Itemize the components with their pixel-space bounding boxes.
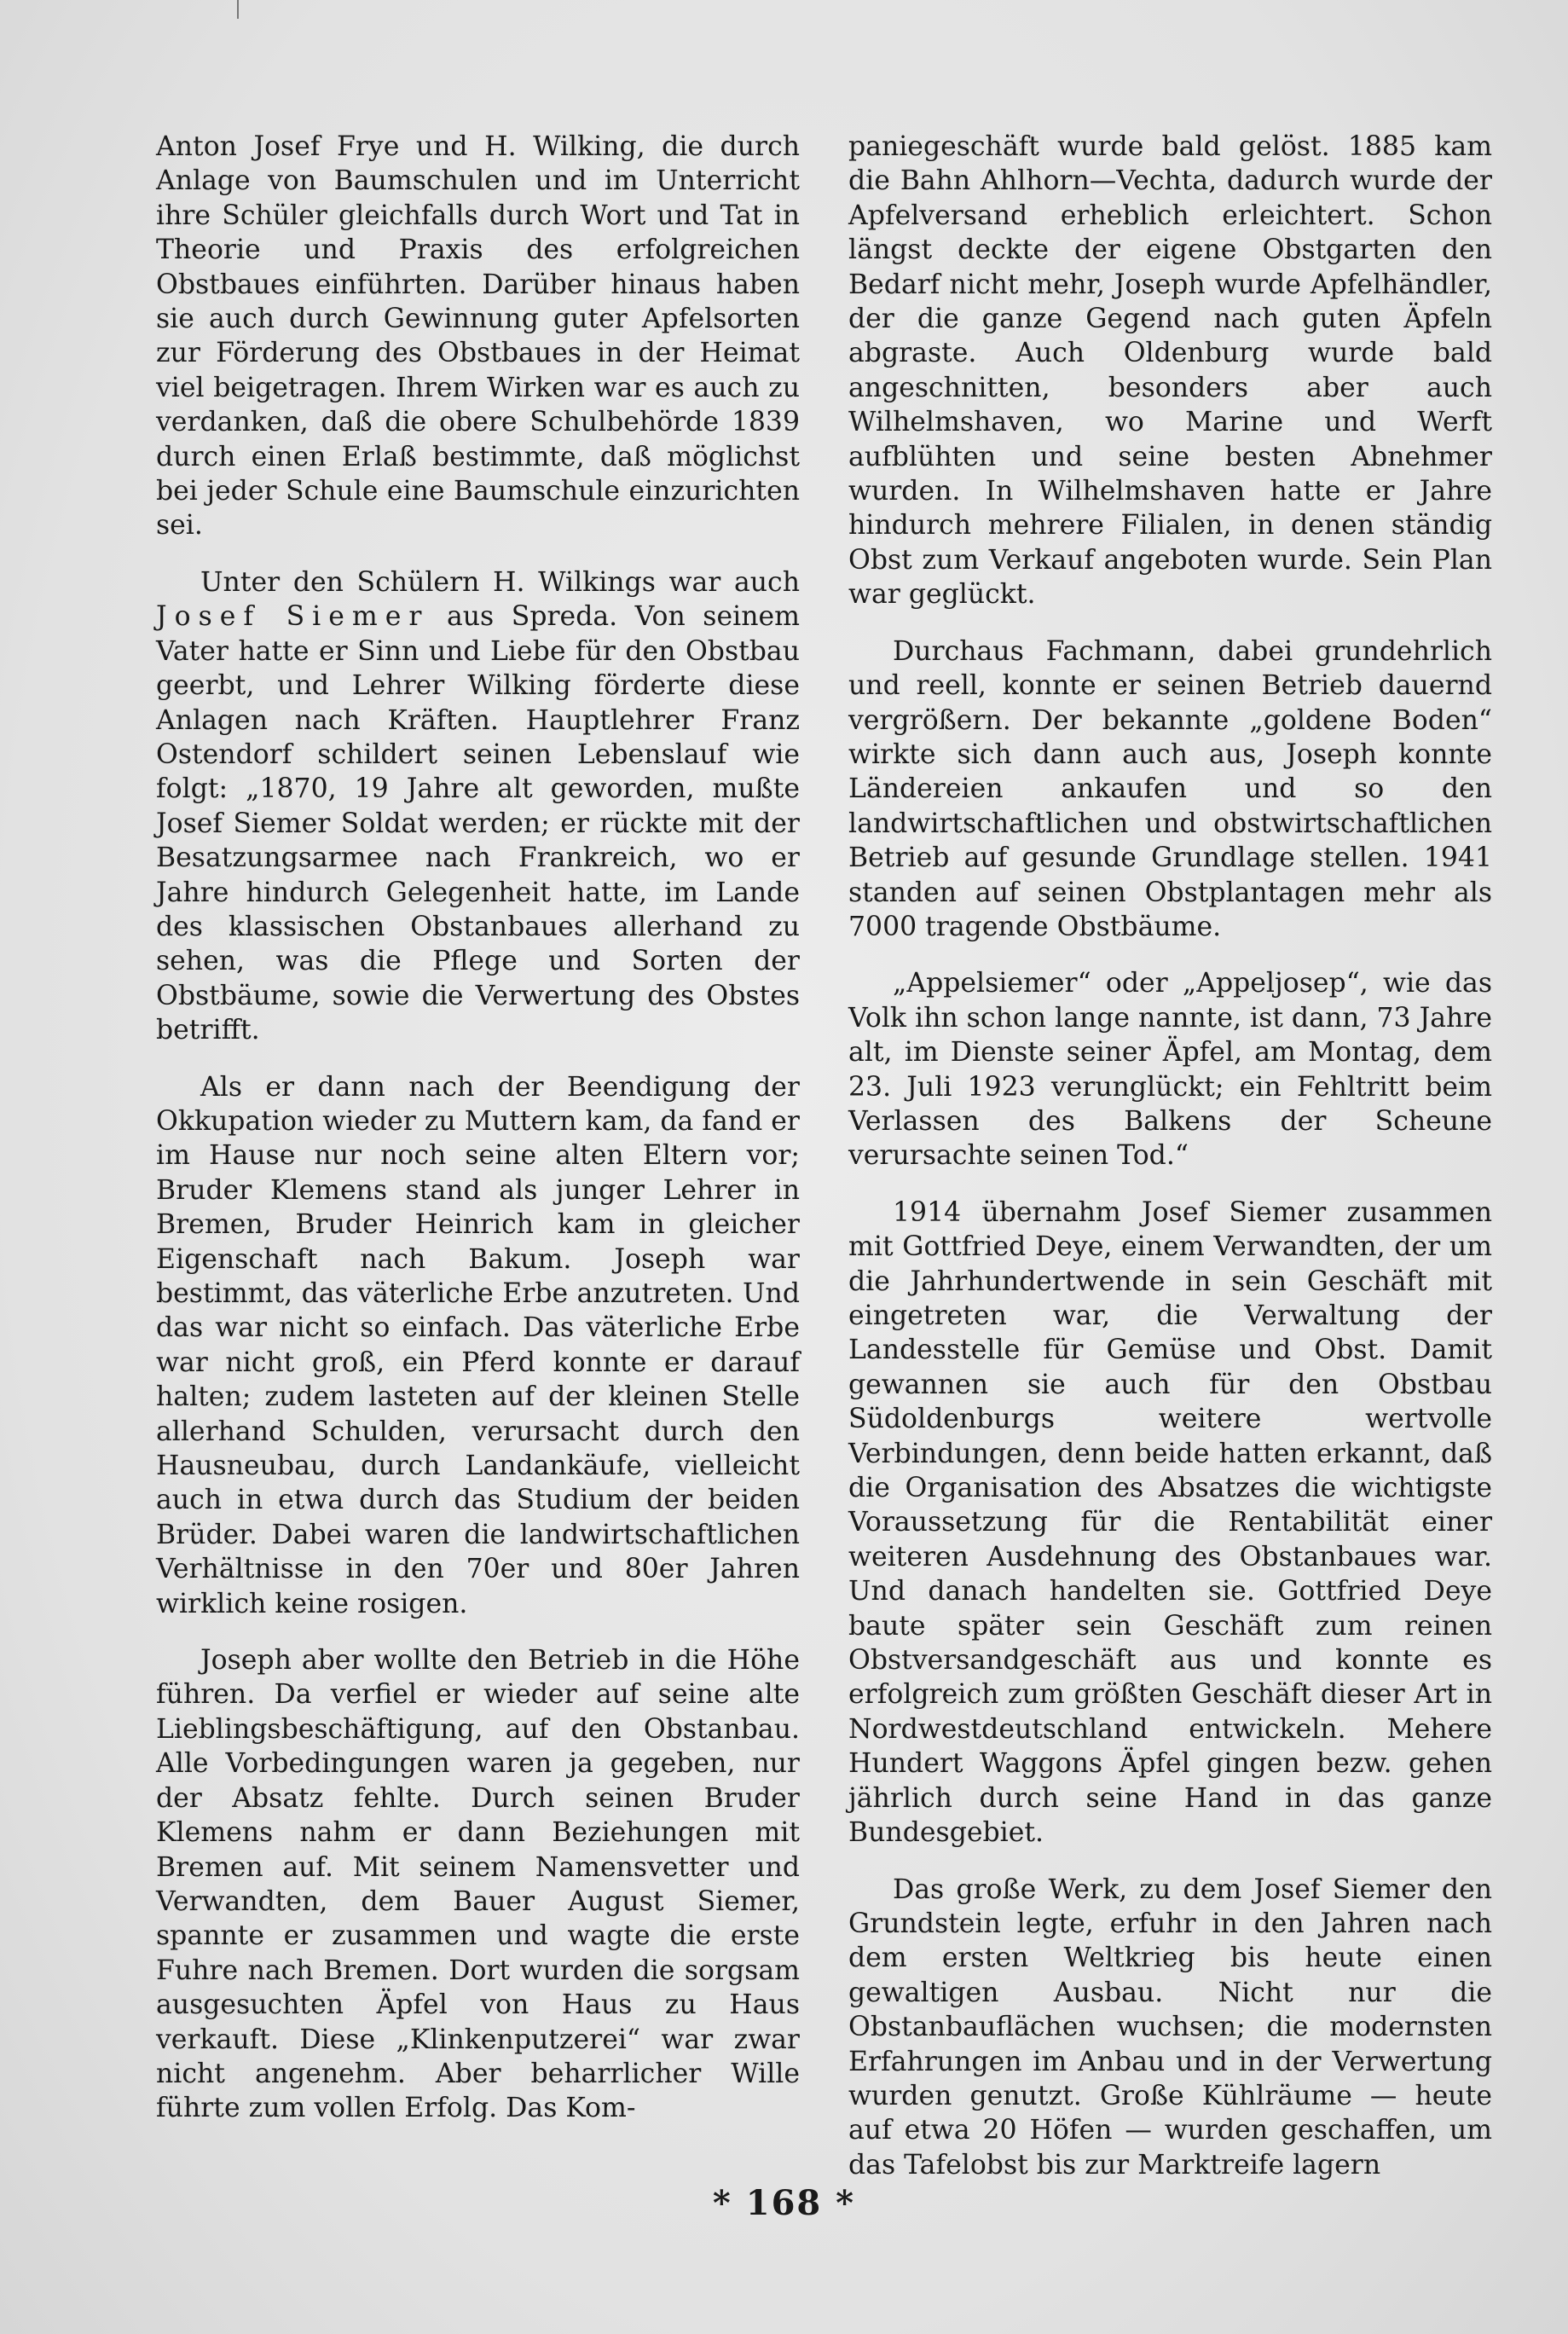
left-paragraph-4: Joseph aber wollte den Betrieb in die Höhe führen. Da verfiel er wieder auf seine alte Lieblingsbeschäftigung, auf den Obstanbau. Alle Vorbedingungen waren ja gegeben, nur der Absatz fehlte. Durch seinen Bruder Klemens nahm er dann Beziehungen mit Bremen auf. Mit seinem Namensvetter und Verwandten, dem Bauer August Siemer, spannte er zusammen und wagte die erste Fuhre nach Bremen. Dort wurden die sorgsam ausgesuchten Äpfel von Haus zu Haus verkauft. Diese „Klinkenputzerei“ war zwar nicht angenehm. Aber beharrlicher Wille führte zum vollen Erfolg. Das Kom-	[156, 1645, 800, 2124]
scan-mark	[237, 0, 239, 19]
right-paragraph-1: paniegeschäft wurde bald gelöst. 1885 kam die Bahn Ahlhorn—Vechta, dadurch wurde der Apfelversand erheblich erleichtert. Schon längst deckte der eigene Obstgarten den Bedarf nicht mehr, Joseph wurde Apfelhändler, der die ganze Gegend nach guten Äpfeln abgraste. Auch Oldenburg wurde bald angeschnitten, besonders aber auch Wilhelmshaven, wo Marine und Werft aufblühten und seine besten Abnehmer wurden. In Wilhelmshaven hatte er Jahre hindurch mehrere Filialen, in denen ständig Obst zum Verkauf angeboten wurde. Sein Plan war geglückt.	[848, 131, 1492, 611]
spaced-name: Josef Siemer	[156, 601, 430, 633]
right-paragraph-5: Das große Werk, zu dem Josef Siemer den Grundstein legte, erfuhr in den Jahren nach dem ersten Weltkrieg bis heute einen gewaltigen Ausbau. Nicht nur die Obstanbauflächen wuchsen; die modernsten Erfahrungen im Anbau und in der Verwertung wurden genutzt. Große Kühlräume — heute auf etwa 20 Höfen — wurden geschaffen, um das Tafelobst bis zur Marktreife lagern	[848, 1874, 1492, 2181]
left-paragraph-3: Als er dann nach der Beendigung der Okkupation wieder zu Muttern kam, da fand er im Hause nur noch seine alten Eltern vor; Bruder Klemens stand als junger Lehrer in Bremen, Bruder Heinrich kam in gleicher Eigenschaft nach Bakum. Joseph war bestimmt, das väterliche Erbe anzutreten. Und das war nicht so einfach. Das väterliche Erbe war nicht groß, ein Pferd konnte er darauf halten; zudem lasteten auf der kleinen Stelle allerhand Schulden, verursacht durch den Hausneubau, durch Landankäufe, vielleicht auch in etwa durch das Studium der beiden Brüder. Dabei waren die landwirtschaftlichen Verhältnisse in den 70er und 80er Jahren wirklich keine rosigen.	[156, 1071, 800, 1619]
right-column	[848, 130, 1492, 2182]
right-paragraph-3: „Appelsiemer“ oder „Appeljosep“, wie das Volk ihn schon lange nannte, ist dann, 73 Jahre alt, im Dienste seiner Äpfel, am Montag, dem 23. Juli 1923 verunglückt; ein Fehltritt beim Verlassen des Balkens der Scheune verursachte seinen Tod.“	[848, 968, 1492, 1172]
page-number: * 168 *	[712, 2183, 856, 2223]
left-column	[156, 130, 800, 2126]
left-paragraph-2	[156, 565, 800, 1048]
left-paragraph-2-start: Unter den Schülern H. Wilkings war auch	[200, 566, 800, 598]
left-paragraph-2-rest: aus Spreda. Von seinem Vater hatte er Sinn und Liebe für den Obstbau geerbt, und Lehrer Wilking förderte diese Anlagen nach Kräften. Hauptlehrer Franz Ostendorf schildert seinen Lebenslauf wie folgt: „1870, 19 Jahre alt geworden, mußte Josef Siemer Soldat werden; er rückte mit der Besatzungsarmee nach Frankreich, wo er Jahre hindurch Gelegenheit hatte, im Lande des klassischen Obstanbaues allerhand zu sehen, was die Pflege und Sorten der Obstbäume, sowie die Verwertung des Obstes betrifft.	[156, 601, 800, 1046]
right-paragraph-4: 1914 übernahm Josef Siemer zusammen mit Gottfried Deye, einem Verwandten, der um die Jahrhundertwende in sein Geschäft mit eingetreten war, die Verwaltung der Landesstelle für Gemüse und Obst. Damit gewannen sie auch für den Obstbau Südoldenburgs weitere wertvolle Verbindungen, denn beide hatten erkannt, daß die Organisation des Absatzes die wichtigste Voraussetzung für die Rentabilität einer weiteren Ausdehnung des Obstanbaues war. Und danach handelten sie. Gottfried Deye baute später sein Geschäft zum reinen Obstversandgeschäft aus und konnte es erfolgreich zum größten Geschäft dieser Art in Nordwestdeutschland entwickeln. Mehere Hundert Waggons Äpfel gingen bezw. gehen jährlich durch seine Hand in das ganze Bundesgebiet.	[848, 1196, 1492, 1849]
right-paragraph-2: Durchaus Fachmann, dabei grundehrlich und reell, konnte er seinen Betrieb dauernd vergrößern. Der bekannte „goldene Boden“ wirkte sich dann auch aus, Joseph konnte Ländereien ankaufen und so den landwirtschaftlichen und obstwirtschaftlichen Betrieb auf gesunde Grundlage stellen. 1941 standen auf seinen Obstplantagen mehr als 7000 tragende Obstbäume.	[848, 635, 1492, 942]
left-paragraph-1: Anton Josef Frye und H. Wilking, die durch Anlage von Baumschulen und im Unterricht ihre Schüler gleichfalls durch Wort und Tat in Theorie und Praxis des erfolgreichen Obstbaues einführten. Darüber hinaus haben sie auch durch Gewinnung guter Apfelsorten zur Förderung des Obstbaues in der Heimat viel beigetragen. Ihrem Wirken war es auch zu verdanken, daß die obere Schulbehörde 1839 durch einen Erlaß bestimmte, daß möglichst bei jeder Schule eine Baumschule einzurichten sei.	[156, 131, 800, 542]
